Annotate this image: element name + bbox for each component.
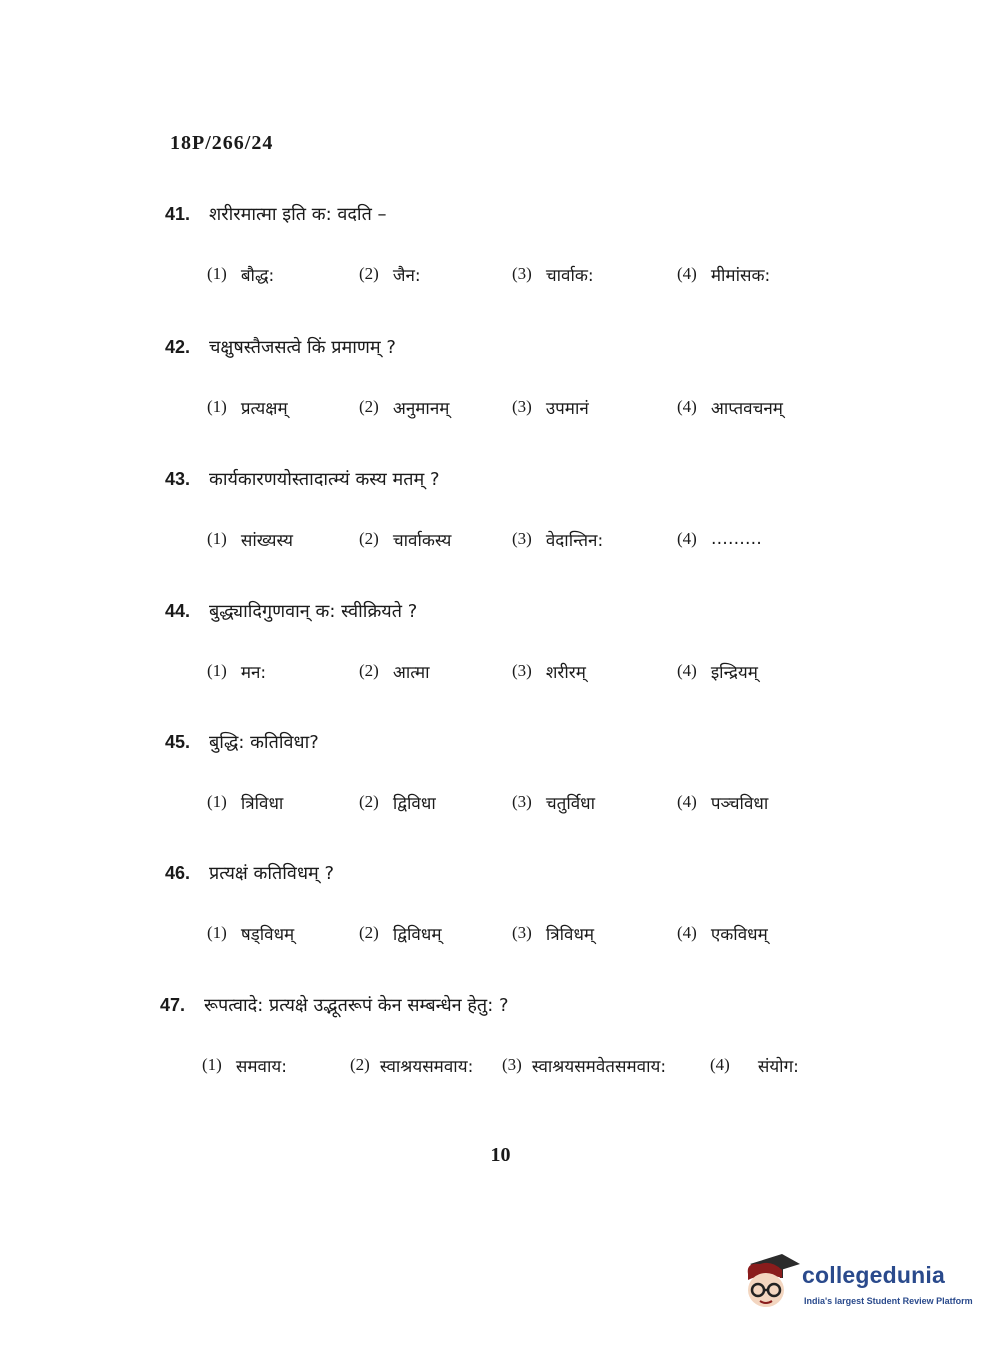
option-3 — [502, 1050, 666, 1080]
option-4 — [677, 918, 768, 948]
option-number: (3) — [512, 397, 532, 416]
option-number: (1) — [207, 264, 227, 283]
option-text: द्विविधा — [392, 793, 436, 814]
option-text: जैन: — [392, 265, 421, 286]
option-number: (4) — [677, 529, 697, 548]
option-text: बौद्ध: — [240, 265, 275, 286]
option-text: शरीरम् — [545, 662, 586, 683]
option-number: (2) — [359, 923, 379, 942]
question-stem — [165, 332, 865, 362]
option-number: (3) — [512, 661, 532, 680]
option-text: वेदान्तिन: — [545, 530, 604, 551]
options-row — [207, 259, 865, 289]
option-text: द्विविधम् — [392, 924, 442, 945]
option-1 — [207, 392, 288, 422]
question-43 — [165, 464, 865, 554]
option-text: आप्तवचनम् — [710, 398, 783, 419]
option-text: मन: — [240, 662, 267, 683]
option-text: चार्वाक: — [545, 265, 594, 286]
option-number: (2) — [359, 397, 379, 416]
option-text: प्रत्यक्षम् — [240, 398, 288, 419]
page-number: 10 — [490, 1144, 511, 1166]
option-text: आत्मा — [392, 662, 430, 683]
question-text: चक्षुषस्तैजसत्वे किं प्रमाणम् ? — [209, 337, 396, 358]
option-1 — [207, 787, 283, 817]
option-3 — [512, 392, 589, 422]
option-text: ……… — [710, 529, 762, 549]
question-stem — [165, 858, 865, 888]
option-number: (3) — [512, 792, 532, 811]
option-number: (4) — [710, 1055, 730, 1074]
options-row — [207, 918, 865, 948]
question-number: 47. — [160, 994, 186, 1015]
option-number: (1) — [207, 792, 227, 811]
option-4 — [677, 787, 768, 817]
option-4 — [677, 392, 783, 422]
option-1 — [207, 656, 266, 686]
option-text: त्रिविधा — [240, 793, 284, 814]
brand-tagline: India's largest Student Review Platform — [804, 1296, 973, 1306]
option-number: (2) — [359, 661, 379, 680]
student-mascot-icon — [742, 1250, 800, 1312]
option-text: संयोग: — [757, 1056, 799, 1077]
option-text: चार्वाकस्य — [392, 530, 452, 551]
option-3 — [512, 524, 603, 554]
question-44 — [165, 596, 865, 686]
option-number: (2) — [359, 264, 379, 283]
option-text: उपमानं — [545, 398, 589, 419]
options-row — [207, 656, 865, 686]
question-number: 46. — [165, 862, 191, 883]
option-number: (4) — [677, 923, 697, 942]
option-number: (4) — [677, 397, 697, 416]
question-stem — [165, 596, 865, 626]
question-number: 44. — [165, 600, 191, 621]
option-number: (3) — [512, 529, 532, 548]
question-stem — [165, 464, 865, 494]
option-1 — [202, 1050, 287, 1080]
option-text: स्वाश्रयसमवेतसमवाय: — [531, 1056, 667, 1077]
option-3 — [512, 259, 594, 289]
option-text: इन्द्रियम् — [710, 662, 758, 683]
question-stem — [165, 727, 865, 757]
option-text: स्वाश्रयसमवाय: — [379, 1056, 474, 1077]
option-text: त्रिविधम् — [545, 924, 595, 945]
question-45 — [165, 727, 865, 817]
option-text: षड्विधम् — [240, 924, 295, 945]
question-42 — [165, 332, 865, 422]
question-46 — [165, 858, 865, 948]
option-text: सांख्यस्य — [240, 530, 294, 551]
option-number: (2) — [359, 529, 379, 548]
option-2 — [359, 918, 441, 948]
option-number: (3) — [512, 923, 532, 942]
option-4 — [710, 1050, 799, 1080]
option-2 — [350, 1050, 473, 1080]
option-1 — [207, 524, 293, 554]
option-text: अनुमानम् — [392, 398, 450, 419]
option-2 — [359, 787, 436, 817]
question-text: बुद्ध्यादिगुणवान् क: स्वीक्रियते ? — [209, 601, 418, 622]
option-number: (1) — [207, 923, 227, 942]
option-number: (2) — [350, 1055, 370, 1074]
option-number: (3) — [502, 1055, 522, 1074]
option-4 — [677, 259, 770, 289]
question-number: 43. — [165, 468, 191, 489]
option-number: (4) — [677, 661, 697, 680]
question-41 — [165, 199, 865, 289]
option-3 — [512, 918, 594, 948]
option-number: (1) — [207, 397, 227, 416]
option-2 — [359, 656, 430, 686]
question-number: 42. — [165, 336, 191, 357]
option-1 — [207, 259, 274, 289]
option-1 — [207, 918, 294, 948]
option-4 — [677, 656, 758, 686]
paper-code: 18P/266/24 — [170, 132, 274, 154]
option-2 — [359, 524, 451, 554]
option-text: पञ्चविधा — [710, 793, 769, 814]
option-3 — [512, 656, 586, 686]
option-number: (1) — [202, 1055, 222, 1074]
options-row — [207, 392, 865, 422]
option-2 — [359, 392, 449, 422]
question-stem — [160, 990, 860, 1020]
question-text: शरीरमात्मा इति क: वदति – — [209, 204, 387, 225]
option-number: (4) — [677, 264, 697, 283]
question-47 — [160, 990, 860, 1080]
option-number: (1) — [207, 529, 227, 548]
option-number: (3) — [512, 264, 532, 283]
question-stem — [165, 199, 865, 229]
option-number: (4) — [677, 792, 697, 811]
options-row — [207, 787, 865, 817]
option-number: (1) — [207, 661, 227, 680]
options-row — [202, 1050, 860, 1080]
option-text: मीमांसक: — [710, 265, 771, 286]
question-text: रूपत्वादे: प्रत्यक्षे उद्भूतरूपं केन सम्बन्धेन हेतु: ? — [204, 995, 509, 1016]
option-text: समवाय: — [235, 1056, 287, 1077]
option-2 — [359, 259, 421, 289]
question-number: 45. — [165, 731, 191, 752]
question-text: बुद्धि: कतिविधा? — [209, 732, 319, 753]
brand-watermark — [742, 1250, 972, 1312]
options-row — [207, 524, 865, 554]
option-4 — [677, 524, 762, 554]
question-text: कार्यकारणयोस्तादात्म्यं कस्य मतम् ? — [209, 469, 440, 490]
question-text: प्रत्यक्षं कतिविधम् ? — [209, 863, 335, 884]
option-text: चतुर्विधा — [545, 793, 596, 814]
option-number: (2) — [359, 792, 379, 811]
option-3 — [512, 787, 595, 817]
brand-name: collegedunia — [802, 1262, 945, 1288]
question-number: 41. — [165, 203, 191, 224]
option-text: एकविधम् — [710, 924, 768, 945]
